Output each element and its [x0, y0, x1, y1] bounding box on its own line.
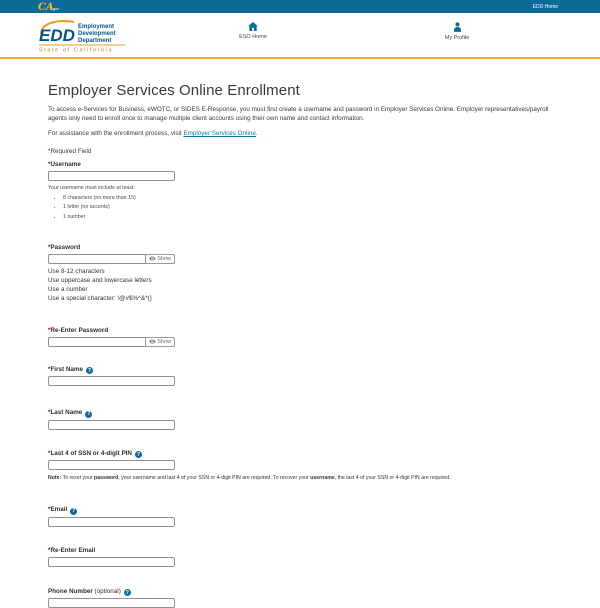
reenter-email-label	[48, 547, 552, 555]
email-input[interactable]	[48, 517, 175, 527]
username-rules-list	[63, 195, 552, 220]
edd-logo-dept-line2: Development	[78, 31, 116, 37]
edd-logo-tagline: State of California	[39, 47, 114, 52]
password-show-button[interactable]	[145, 254, 175, 264]
username-field-group	[48, 161, 552, 220]
username-hint-title: Your username must include at least:	[48, 184, 135, 191]
ssn-note-text: , the last 4 of your SSN or 4-digit PIN are required.	[334, 475, 451, 482]
reenter-password-field-group	[48, 327, 552, 347]
username-rule: • 1 number	[63, 214, 552, 220]
password-rule: Use 8-12 characters	[48, 267, 105, 275]
reenter-password-label-text: Re-Enter Password	[50, 326, 109, 334]
ssn-note-bold: username	[310, 475, 335, 482]
edd-logo-acronym: EDD	[39, 26, 75, 45]
reenter-email-field-group	[48, 547, 552, 567]
reenter-email-input[interactable]	[48, 557, 175, 567]
ca-gov-logo-gov: gov	[52, 5, 60, 11]
required-asterisk: *	[48, 506, 51, 514]
employer-services-online-link[interactable]: Employer Services Online	[183, 129, 256, 137]
person-icon	[453, 22, 462, 32]
ssn-note-text: , your username and last 4 of your SSN or 4-digit PIN are required. To recover your	[118, 475, 311, 482]
intro-text: To access e-Services for Business, eWOTC, or SIDES E-Response, you must first create a username and password in Employer Services Online. Employer representatives/payroll agents only need to enroll once to manage multiple client accounts using their own name and contact information.	[48, 106, 549, 123]
required-field-note	[48, 148, 552, 155]
reenter-email-label-text: Re-Enter Email	[50, 546, 96, 554]
nav-eso-home-label: ESO Home	[239, 34, 267, 40]
help-icon[interactable]	[135, 451, 142, 458]
password-label	[48, 244, 552, 252]
required-asterisk: *	[48, 449, 51, 457]
help-icon[interactable]	[70, 508, 77, 515]
ssn-pin-label	[48, 450, 552, 459]
password-rule: Use a number	[48, 285, 88, 293]
required-asterisk: *	[48, 546, 51, 554]
reenter-password-show-button[interactable]	[145, 337, 175, 347]
password-input-group	[48, 254, 175, 264]
email-label-text: Email	[50, 506, 68, 514]
nav-my-profile-label: My Profile	[444, 35, 470, 41]
first-name-input[interactable]	[48, 376, 175, 386]
nav-eso-home[interactable]	[218, 22, 288, 40]
help-icon[interactable]	[86, 367, 93, 374]
email-label	[48, 506, 552, 515]
password-rule: Use a special character: !@#$%^&*()	[48, 294, 152, 302]
gold-divider	[0, 57, 600, 59]
ca-gov-logo-ca: CA	[38, 1, 54, 13]
edd-logo[interactable]	[38, 18, 126, 57]
reenter-password-label	[48, 327, 552, 335]
required-asterisk: *	[48, 365, 51, 373]
ssn-pin-input[interactable]	[48, 460, 175, 470]
top-utility-bar	[0, 0, 600, 13]
password-field-group	[48, 244, 552, 303]
required-asterisk: *	[48, 147, 51, 155]
nav-my-profile[interactable]	[422, 22, 492, 41]
phone-optional-label: (optional)	[94, 587, 121, 595]
assistance-prefix: For assistance with the enrollment process, visit	[48, 129, 184, 137]
required-asterisk: *	[48, 326, 51, 334]
first-name-label-text: First Name	[50, 365, 83, 373]
help-icon[interactable]	[85, 411, 92, 418]
required-field-note-text: Required Field	[50, 147, 92, 155]
phone-label-text: Phone Number	[48, 587, 93, 595]
last-name-label	[48, 409, 552, 418]
page-title: Employer Services Online Enrollment	[48, 82, 300, 99]
assistance-suffix: .	[255, 129, 258, 137]
first-name-field-group	[48, 366, 552, 387]
eye-icon	[149, 339, 156, 344]
username-rule: • 1 letter (no accents)	[63, 204, 552, 210]
password-rule: Use uppercase and lowercase letters	[48, 276, 152, 284]
username-label-text: Username	[50, 160, 81, 168]
assistance-text	[48, 130, 552, 137]
username-input[interactable]	[48, 171, 175, 181]
username-rule: • 8 characters (no more than 15)	[63, 195, 552, 201]
last-name-input[interactable]	[48, 420, 175, 430]
first-name-label	[48, 366, 552, 375]
last-name-label-text: Last Name	[50, 409, 83, 417]
reenter-password-show-label: Show	[157, 338, 171, 345]
edd-logo-dept-line1: Employment	[78, 24, 115, 30]
edd-logo-dept-line3: Department	[78, 38, 112, 44]
ssn-note-bold: Note:	[48, 475, 62, 482]
last-name-field-group	[48, 409, 552, 430]
password-show-label: Show	[157, 255, 171, 262]
ssn-pin-field-group	[48, 450, 552, 482]
home-icon	[248, 22, 258, 31]
required-asterisk: *	[48, 409, 51, 417]
phone-field-group	[48, 588, 552, 608]
help-icon[interactable]	[124, 589, 131, 596]
email-field-group	[48, 506, 552, 527]
password-label-text: Password	[50, 243, 81, 251]
ssn-note-text: To reset your	[61, 475, 95, 482]
ssn-pin-label-text: Last 4 of SSN or 4-digit PIN	[50, 449, 132, 457]
required-asterisk: *	[48, 243, 51, 251]
required-asterisk: *	[48, 160, 51, 168]
main-content	[0, 82, 600, 608]
ssn-pin-note	[48, 475, 552, 481]
phone-label	[48, 588, 552, 597]
reenter-password-input-group	[48, 337, 175, 347]
ssn-note-bold: password	[94, 475, 119, 482]
site-header	[0, 13, 600, 57]
eye-icon	[149, 256, 156, 261]
username-label	[48, 161, 552, 169]
password-rules	[48, 267, 552, 303]
edd-home-link[interactable]: EDD Home	[532, 3, 558, 10]
